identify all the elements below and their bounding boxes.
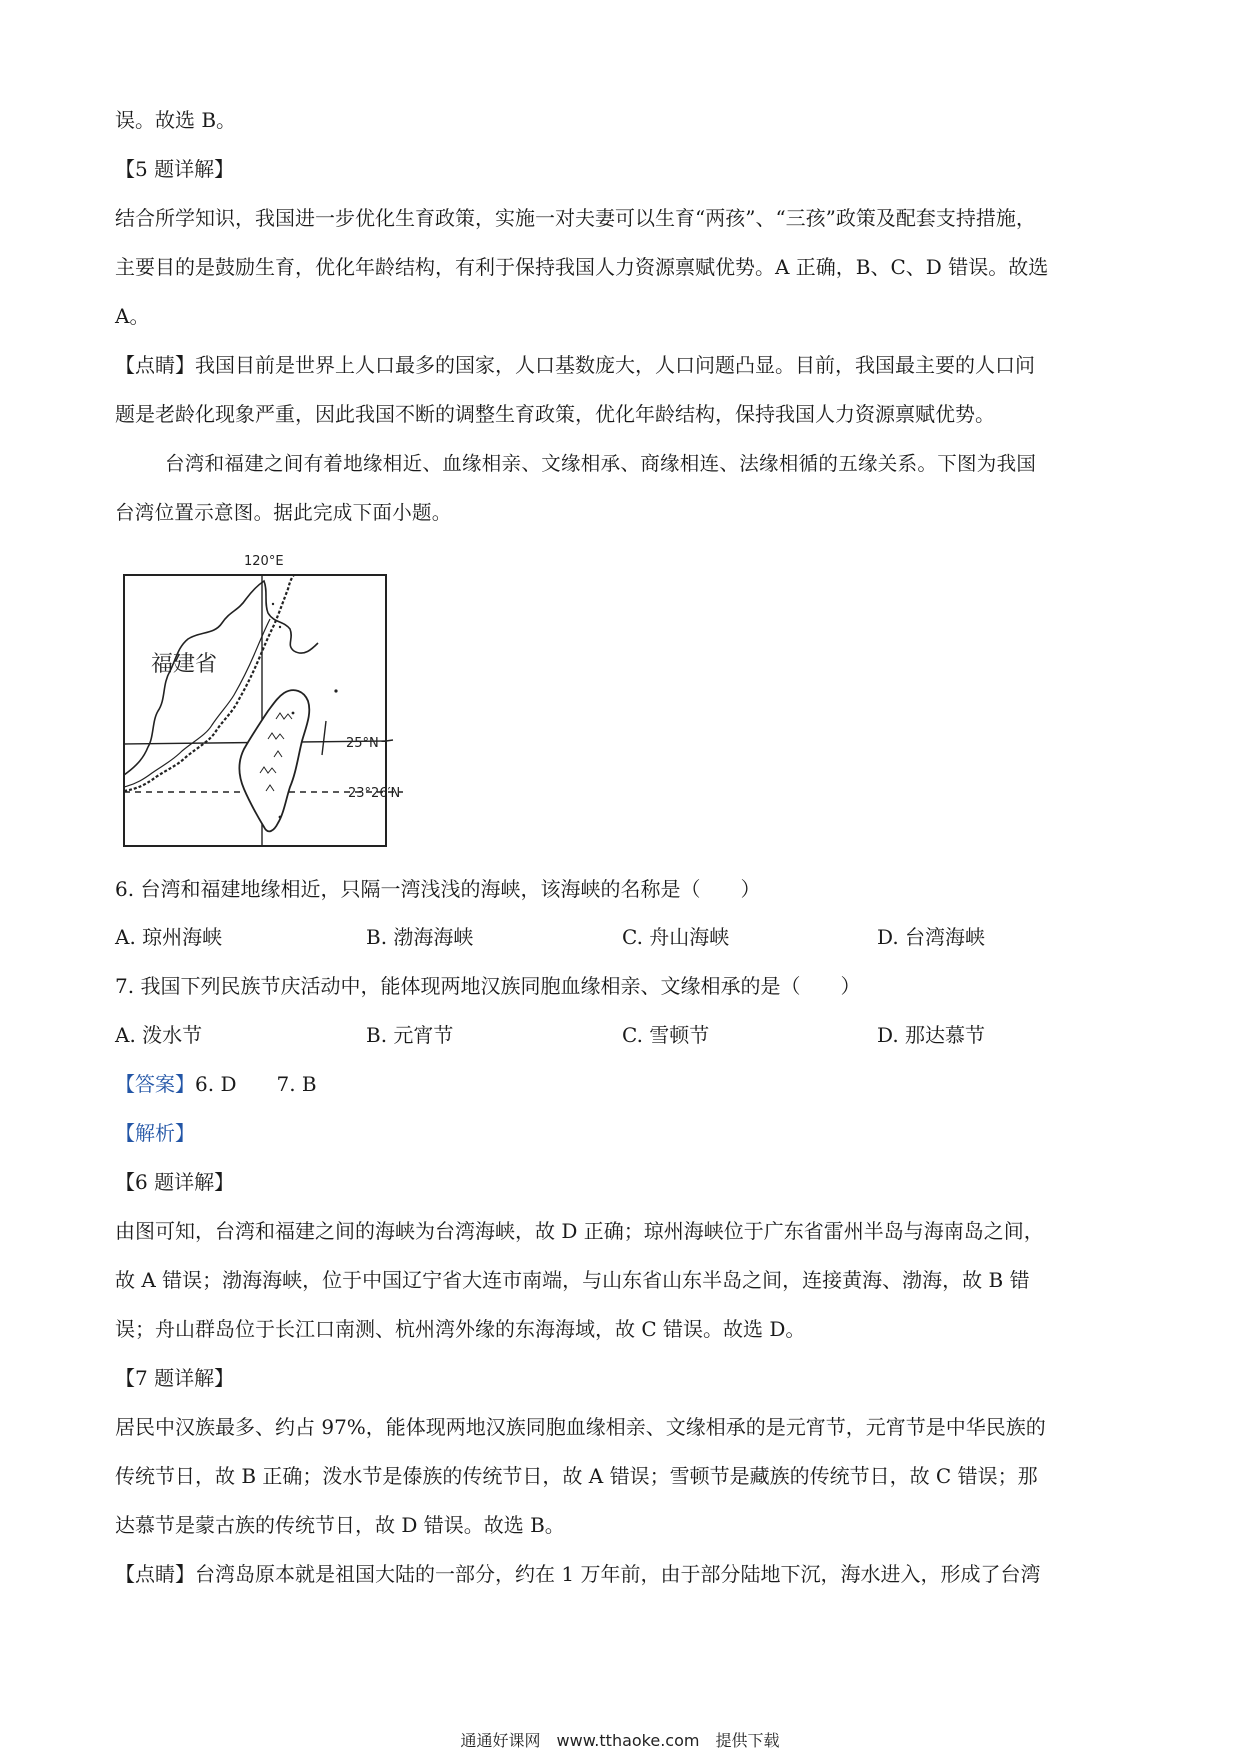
longitude-label: 120°E — [244, 554, 284, 569]
tropic-label: 23°26′N — [348, 786, 401, 801]
section-heading-q7: 【7 题详解】 — [115, 1366, 235, 1390]
text-line: 达慕节是蒙古族的传统节日，故 D 错误。故选 B。 — [115, 1513, 565, 1537]
text-line: 误。故选 B。 — [115, 108, 237, 132]
answer-line — [115, 1071, 1125, 1097]
analysis-tag: 【解析】 — [115, 1121, 195, 1145]
text-line: 由图可知，台湾和福建之间的海峡为台湾海峡，故 D 正确；琼州海峡位于广东省雷州半岛与海南岛之间， — [115, 1219, 1044, 1243]
intro-line: 台湾和福建之间有着地缘相近、血缘相亲、文缘相承、商缘相连、法缘相循的五缘关系。下图为我国 — [165, 452, 1037, 475]
text-line: A。 — [115, 304, 150, 328]
text-line: 居民中汉族最多、约占 97%，能体现两地汉族同胞血缘相亲、文缘相承的是元宵节，元宵节是中华民族的 — [115, 1415, 1046, 1439]
taiwan-island — [240, 690, 310, 831]
answer-text: 6. D 7. B — [195, 1072, 317, 1096]
q7-option-c: C. 雪顿节 — [622, 1023, 710, 1047]
question-7-stem: 7. 我国下列民族节庆活动中，能体现两地汉族同胞血缘相亲、文缘相承的是（ ） — [115, 974, 861, 998]
text-line: 误；舟山群岛位于长江口南测、杭州湾外缘的东海海域，故 C 错误。故选 D。 — [115, 1317, 806, 1341]
lat25-label: 25°N — [346, 736, 379, 751]
province-label: 福建省 — [151, 652, 218, 677]
q6-option-b: B. 渤海海峡 — [366, 925, 474, 949]
text-line: 传统节日，故 B 正确；泼水节是傣族的传统节日，故 A 错误；雪顿节是藏族的传统节日，故 C 错误；那 — [115, 1464, 1038, 1488]
note-line: 【点睛】我国目前是世界上人口最多的国家，人口基数庞大，人口问题凸显。目前，我国最主要的人口问 — [115, 353, 1035, 377]
section-heading-q5: 【5 题详解】 — [115, 157, 235, 181]
note-line: 【点睛】台湾岛原本就是祖国大陆的一部分，约在 1 万年前，由于部分陆地下沉，海水进入，形成了台湾 — [115, 1562, 1041, 1586]
footer: 通通好课网 www.tthaoke.com 提供下载 — [460, 1731, 780, 1750]
q6-option-c: C. 舟山海峡 — [622, 925, 730, 949]
answer-tag: 【答案】 — [115, 1072, 195, 1096]
text-line: 主要目的是鼓励生育，优化年龄结构，有利于保持我国人力资源禀赋优势。A 正确，B、C、D 错误。故选 — [115, 255, 1049, 279]
text-line: 结合所学知识，我国进一步优化生育政策，实施一对夫妻可以生育“两孩”、“三孩”政策及配套支持措施， — [115, 206, 1036, 230]
q7-option-d: D. 那达慕节 — [877, 1023, 986, 1047]
q6-option-d: D. 台湾海峡 — [877, 925, 986, 949]
taiwan-location-map — [118, 551, 463, 856]
intro-line: 台湾位置示意图。据此完成下面小题。 — [115, 501, 452, 524]
text-line: 故 A 错误；渤海海峡，位于中国辽宁省大连市南端，与山东省山东半岛之间，连接黄海、渤海，故 B 错 — [115, 1268, 1030, 1292]
question-6-stem: 6. 台湾和福建地缘相近，只隔一湾浅浅的海峡，该海峡的名称是（ ） — [115, 877, 761, 901]
note-line: 题是老龄化现象严重，因此我国不断的调整生育政策，优化年龄结构，保持我国人力资源禀赋优势。 — [115, 402, 995, 426]
q7-option-a: A. 泼水节 — [115, 1023, 203, 1047]
q6-option-a: A. 琼州海峡 — [115, 925, 223, 949]
section-heading-q6: 【6 题详解】 — [115, 1170, 235, 1194]
q7-option-b: B. 元宵节 — [366, 1023, 454, 1047]
